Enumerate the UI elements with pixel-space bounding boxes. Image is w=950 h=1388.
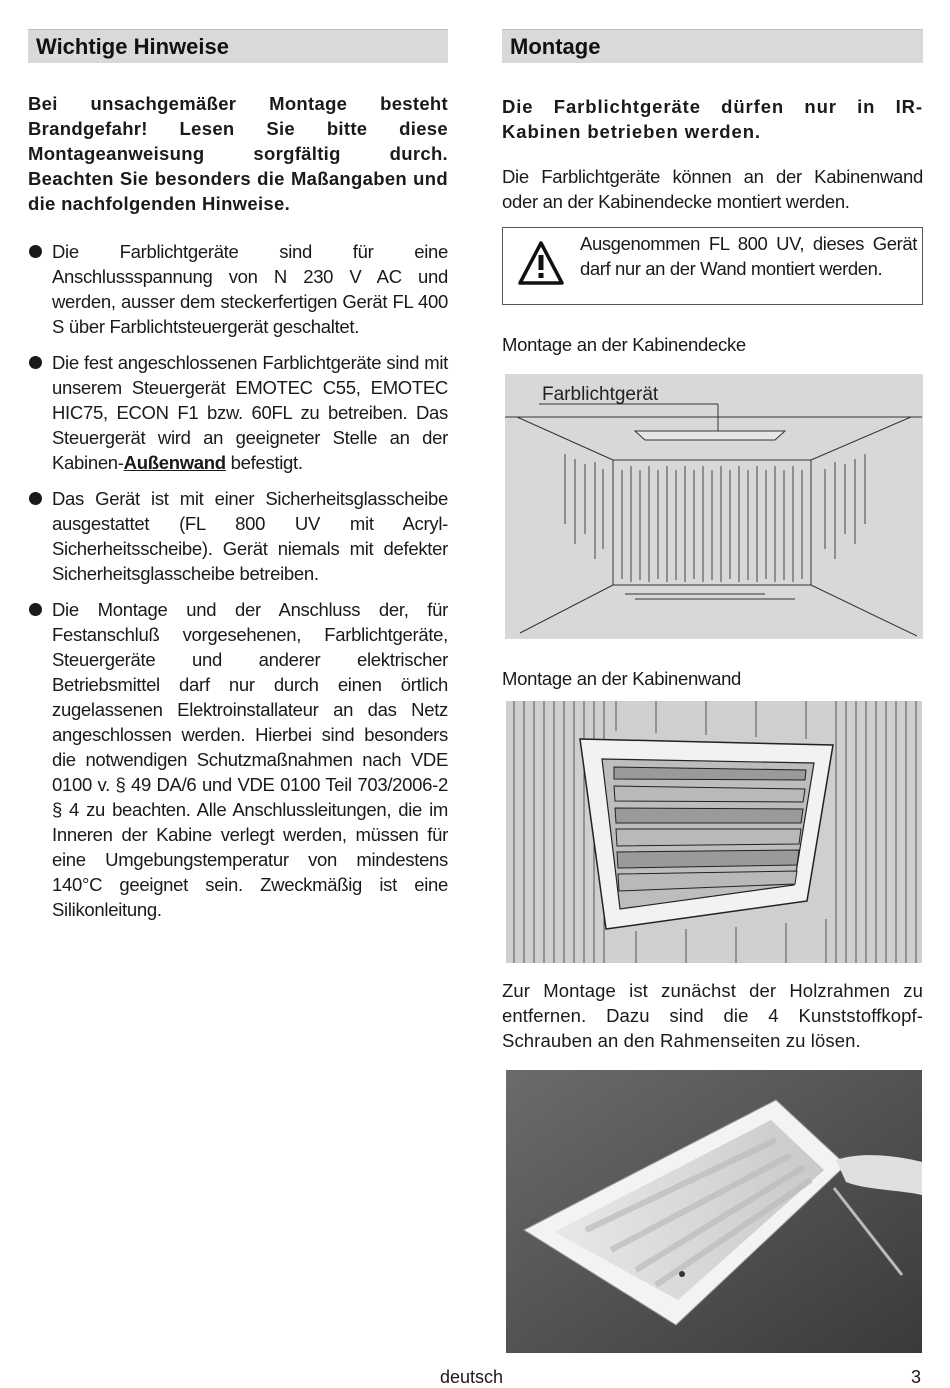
bullet-icon bbox=[29, 603, 42, 616]
note-installation: Die Montage und der Anschluss der, für Festanschluß vorgesehenen, Farblichtgeräte, Steuergeräte und anderer elektrischer Betriebsmittel darf nur durch einen örtlich zugelassenen Elektroinstallateur an das Netz angeschlossen werden. Hierbei sind besonders die notwendigen Schutzmaßnahmen nach VDE 0100 v. § 49 DA/6 und VDE 0100 Teil 703/2006-2 § 4 zu beachten. Alle Anschlussleitungen, die im Inneren der Kabine verlegt werden, müssen für eine Umgebungstemperatur von mindestens 140°C geeignet sein. Zweckmäßig ist eine Silikonleitung. bbox=[52, 599, 448, 920]
page-number: 3 bbox=[911, 1367, 922, 1387]
ir-cabin-warning: Die Farblichtgeräte dürfen nur in IR-Kabinen betrieben werden. bbox=[502, 96, 923, 142]
wall-mount-figure bbox=[506, 701, 922, 963]
ceiling-diagram bbox=[505, 374, 923, 639]
wall-diagram bbox=[506, 701, 922, 963]
note-safety-glass: Das Gerät ist mit einer Sicherheitsglasscheibe ausgestattet (FL 800 UV mit Acryl-Sicherheitsscheibe). Gerät niemals mit defekter Sicherheitsglasscheibe betreiben. bbox=[52, 488, 448, 584]
frame-removal-photo bbox=[506, 1070, 922, 1353]
caution-box bbox=[502, 227, 923, 305]
fire-warning: Bei unsachgemäßer Montage besteht Brandgefahr! Lesen Sie bitte diese Montageanweisung sorgfältig durch. Beachten Sie besonders die Maßangaben und die nachfolgenden Hinweise. bbox=[28, 93, 448, 214]
bullet-icon bbox=[29, 245, 42, 258]
outer-wall-emphasis: Außenwand bbox=[123, 452, 226, 473]
caption-wall: Montage an der Kabinenwand bbox=[502, 668, 742, 689]
list-item bbox=[28, 597, 448, 922]
left-column bbox=[28, 29, 448, 933]
caution-text: Ausgenommen FL 800 UV, dieses Gerät darf nur an der Wand montiert werden. bbox=[580, 233, 917, 279]
footer-language: deutsch bbox=[440, 1367, 504, 1387]
section-header-notes: Wichtige Hinweise bbox=[28, 29, 448, 63]
list-item bbox=[28, 239, 448, 339]
caption-ceiling: Montage an der Kabinendecke bbox=[502, 334, 746, 355]
right-column bbox=[502, 29, 923, 1353]
mounting-intro: Die Farblichtgeräte können an der Kabinenwand oder an der Kabinendecke montiert werden. bbox=[502, 166, 923, 212]
note-voltage: Die Farblichtgeräte sind für eine Anschlussspannung von N 230 V AC und werden, ausser dem steckerfertigen Gerät FL 400 S über Farblichtsteuergerät geschaltet. bbox=[52, 241, 448, 337]
frame-photo-image bbox=[506, 1070, 922, 1353]
bullet-icon bbox=[29, 492, 42, 505]
ceiling-mount-figure bbox=[505, 374, 923, 639]
notes-list bbox=[28, 239, 448, 922]
removal-instruction: Zur Montage ist zunächst der Holzrahmen zu entfernen. Dazu sind die 4 Kunststoffkopf-Schrauben an den Rahmenseiten zu lösen. bbox=[502, 980, 923, 1051]
note-controller: Die fest angeschlossenen Farblichtgeräte sind mit unserem Steuergerät EMOTEC C55, EMOTEC HIC75, ECON F1 bzw. 60FL zu betreiben. Das Steuergerät wird an geeigneter Stelle an der Kabinen-Außenwand befestigt. bbox=[52, 352, 448, 473]
bullet-icon bbox=[29, 356, 42, 369]
figure-label-device: Farblichtgerät bbox=[542, 384, 659, 405]
section-header-mounting: Montage bbox=[502, 29, 923, 63]
list-item bbox=[28, 350, 448, 475]
list-item bbox=[28, 486, 448, 586]
warning-triangle-icon bbox=[517, 240, 565, 286]
